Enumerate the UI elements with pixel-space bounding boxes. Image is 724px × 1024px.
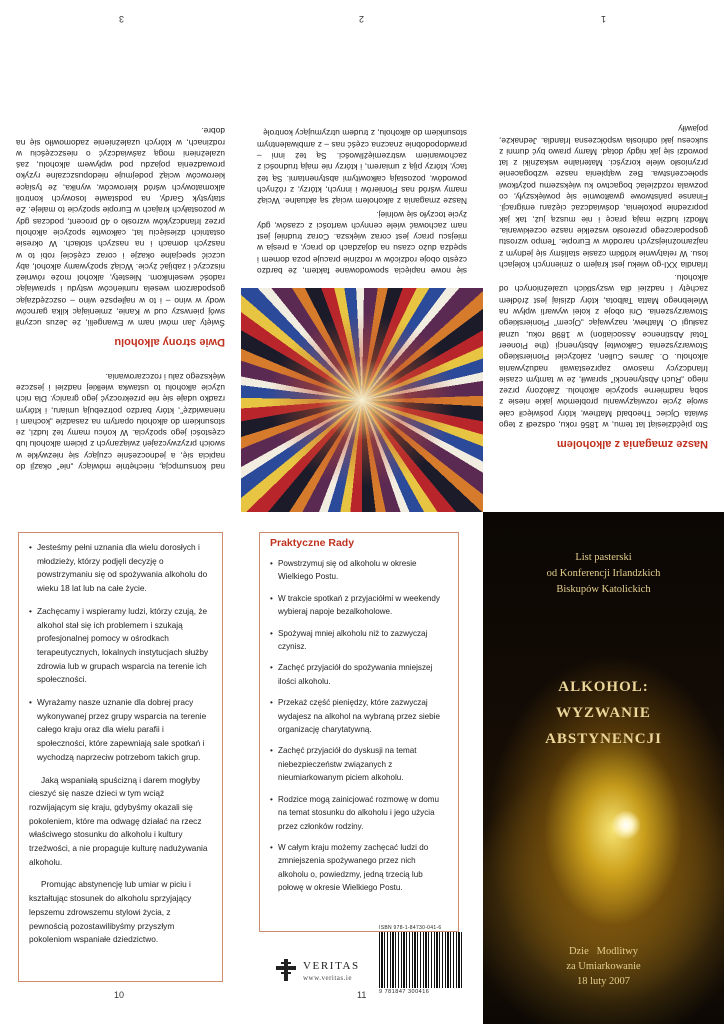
list-item: • W całym kraju możemy zachęcać ludzi do zmniejszenia spożywanego przez nich alkoholu o, powiedzmy, jedną trzecią lub połowę w okresie Wielkiego Postu. [270, 841, 448, 895]
list-item: • Zachęć przyjaciół do dyskusji na temat niebezpieczeństw związanych z nieumiarkowanym piciem alkoholu. [270, 744, 448, 784]
page-11 [241, 512, 483, 1024]
list-item: • Jesteśmy pełni uznania dla wielu dorosłych i młodzieży, którzy podjęli decyzję o powstrzymaniu się od spożywania alkoholu do wieku 18 lat lub na całe życie. [29, 541, 212, 596]
title-line: WYZWANIE [556, 705, 651, 721]
subtitle-line: Biskupów Katolickich [556, 584, 651, 595]
list-item: • Wyrażamy nasze uznanie dla dobrej pracy wykonywanej przez grupy wsparcia na terenie całego kraju oraz dla wielu parafii i społeczności, które zapewniają sale spotkań i wychodzą naprzeciw potrzebom takich grup. [29, 696, 212, 765]
section-heading-dwie-strony: Dwie strony alkoholu [114, 336, 225, 349]
title-line: ALKOHOL: [558, 679, 649, 695]
list-item: • Spożywaj mniej alkoholu niż to zazwyczaj czynisz. [270, 627, 448, 654]
page-number: 11 [357, 990, 367, 1000]
paragraph: Sto pięćdziesiąt lat temu, w 1856 roku, odszedł z tego świata Ojciec Theobald Mathew, który poświęcił całe swoje życie rozwiązywaniu problemów jakie niesie z sobą nadmierne spożycie alkoholu. Założony przez niego „Ruch Abstynencki” sprawił, że w tamtym czasie Irlandczycy masowo zaprzestawali nadużywania alkoholu. O. James Cullen, założyciel Pionierskiego Stowarzyszenia Całkowitej Abstynencji (the Pioneer Total Abstinence Association) w 1898 roku, uznał zasługi O. Mathew, nazywając „Ojcem” Pionierskiego Stowarzyszenia. Oni oboje z kolei wywarli wpływ na Wielebnego Matta Talbota, który dzisiaj jest źródłem zachęty i nadziei dla wszystkich uzależnionych od alkoholu. [499, 273, 708, 430]
recommendations-list [29, 541, 212, 765]
upright-bottom-pages [0, 512, 724, 1024]
publisher-name: VERITAS [303, 960, 360, 972]
page-1-column [483, 0, 724, 512]
paragraph: Święty Jan mówi nam w Ewangelii, że Jezus uczynił swój pierwszy cud w Kanie, zmieniając kilka garnców wody w wino – i to w najlepsze wino – oszczędzając gospodarzom wesela rumieńców wstydu i sprawiając radość weselnikom. Niestety, alkohol może również niszczyć i zabijać życie. Wciąż spożywamy alkohol, aby uczcić specjalne okazje i coraz częściej robi to w naszych domach i na naszych stołach. W okresie ostatnich dziesięciu lat, całkowite spożycie alkoholu przez Irlandczyków wzrosło o 40 procent, podczas gdy w pozostałych krajach w Europie spożycie to maleje. Ze statystyk Gardy, na podstawie losowych kontroli alkomatowych wśród kierowców, wynika, że tysiące kierowców wciąż podejmuje niedopuszczalne ryzyko prowadzenia pojazdu pod wpływem alkoholu, zaś uzależnieni mogą zaświadczyć o nieszczęściu w rodzinach, w których uzależnienie zadomowiło się na dobre. [16, 126, 225, 329]
date-line: Dzie Modlitwy [568, 946, 639, 957]
subtitle-line: List pasterski [575, 552, 632, 563]
cover-date [483, 944, 724, 989]
publisher-url: www.veritas.ie [303, 974, 352, 982]
list-item: • Zachęć przyjaciół do spożywania mniejszej ilości alkoholu. [270, 661, 448, 688]
crowd-zoom-photo [241, 288, 483, 512]
barcode-digits: 9 781847 300416 [379, 989, 430, 995]
title-line: ABSTYNENCJI [545, 731, 662, 747]
page-number: 1 [600, 14, 606, 24]
recommendations-box [18, 532, 223, 982]
paragraph: się nowe napięcia spowodowane faktem, że bardzo często oboje rodziców w rodzinie pracuje poza domem i spędza dużo czasu na dojazdach do pracy, a presja w miejscu pracy jest coraz większa. Coraz trudniej jest nam zachować wiele cennych wartości z czasów, gdy życie toczyło się wolniej. [257, 209, 467, 276]
list-item: • Powstrzymuj się od alkoholu w okresie Wielkiego Postu. [270, 557, 448, 584]
section-heading-nasze-zmagania: Nasze zmagania z alkoholem [557, 438, 708, 450]
paragraph: nad konsumpcją, niechętnie mówiący „nie” okazji do napicia się, a jednocześnie czujący się niezwykle w swoich przyzwyczajeń związanych z piciem alkoholu lub częstości jego spożycia. W końcu mamy też ludzi, ze stosunkiem do alkoholu opartym na zasadzie „kocham i nienawidzę”, który bardzo potrzebują umiaru, i którym rzadko udaje się nie przekroczyć jego granicy. Dla nich użycie alkoholu to ustawka wielkiej nadziei i jeszcze większego zalu i rozczarowania. [16, 371, 225, 472]
page-10 [0, 512, 241, 1024]
page-3-column [0, 0, 241, 512]
closing-paragraph: Jaką wspaniałą spuścizną i darem mogłyby cieszyć się nasze dzieci w tym wciąż rozwijającym się kraju, gdybyśmy okazali się pokoleniem, które ma odwagę działać na rzecz właściwego stosunku do alkoholu i kultury trzeźwości, a nie propaguje kulturę nadużywania alkoholu. [29, 774, 208, 867]
isbn-text: ISBN 978-1-84730-041-6 [379, 925, 442, 931]
list-item: • Zachęcamy i wspieramy ludzi, którzy czują, że alkohol stał się ich problemem i szukają profesjonalnej pomocy w ośrodkach terapeutycznych, lokalnych instytucjach służby zdrowia lub w grupach wsparcia na terenie ich społeczności. [29, 605, 212, 687]
glass-glint-icon [611, 810, 641, 840]
paragraph: Irlandia XXI-go wieku jest krajem o zmiennych kolejach losu. W relatywnie krótkim czasie staliśmy się jednym z najzamożniejszych narodów w Europie. Tempo wzrostu gospodarczego przerosło wszelkie nasze oczekiwania. Młodzi ludzie mają pracę i nie muszą już, tak jak poprzednie pokolenia, doświadczać ciężaru emigracji. Finanse państwowe gwałtownie się powiększyły, co pozwala rozdzielać bogactwo ku większemu pożytkowi społeczeństwa. Bez wątpienia nasze wzbogacenie przyniosło wiele korzyści. Materialne wskaźniki z lat powodzi się jak nigdy dotąd. Mamy prawo być dumni z sukcesu jaki odniosła współczesna Irlandia. Jednakże, pojawiły [499, 124, 708, 270]
cross-icon [275, 958, 297, 982]
cover-subtitle [483, 550, 724, 598]
date-line: 18 luty 2007 [576, 976, 631, 987]
paragraph: Nasze zmagania z alkoholem wciąż są aktualne. Wciąż mamy wśród nas Pionierów i innych, którzy, z różnych powodów, pozostają całkowitymi abstynentami. Są też tacy, którzy piją z umiarem, i którzy nie mają trudności z zachowaniem wstrzemięźliwości. Są też inni – prawdopodobnie znaczna część nas – z ambiwalentnym stosunkiem do alkoholu, z trudem utrzymujący kontrolę [257, 128, 467, 207]
list-item: • Rodzice mogą zainicjować rozmowę w domu na temat stosunku do alkoholu i jego użycia przez członków rodziny. [270, 793, 448, 833]
practical-tips-list [270, 557, 448, 895]
page-number: 10 [114, 990, 125, 1000]
cover-title [483, 674, 724, 752]
practical-tips-heading: Praktyczne Rady [270, 537, 355, 549]
closing-paragraph: Promując abstynencję lub umiar w piciu i kształtując stosunek do alkoholu sprzyjający lepszemu zdrowszemu stylowi życia, z pewnością pozostawilibyśmy przyszłym pokoleniom wspaniałe dziedzictwo. [29, 879, 192, 945]
page-number: 3 [118, 14, 124, 24]
page-number: 2 [358, 14, 364, 24]
list-item: • W trakcie spotkań z przyjaciółmi w weekendy wybieraj napoje bezalkoholowe. [270, 592, 448, 619]
page-2-column [241, 0, 483, 512]
publisher-logo [275, 958, 405, 984]
subtitle-line: od Konferencji Irlandzkich [546, 568, 661, 579]
page-2-text [241, 125, 483, 276]
list-item: • Przekaż część pieniędzy, które zazwyczaj wydajesz na alkohol na wybraną przez siebie organizację charytatywną. [270, 696, 448, 736]
date-line: za Umiarkowanie [566, 961, 641, 972]
practical-tips-box [259, 532, 459, 932]
front-cover [483, 512, 724, 1024]
